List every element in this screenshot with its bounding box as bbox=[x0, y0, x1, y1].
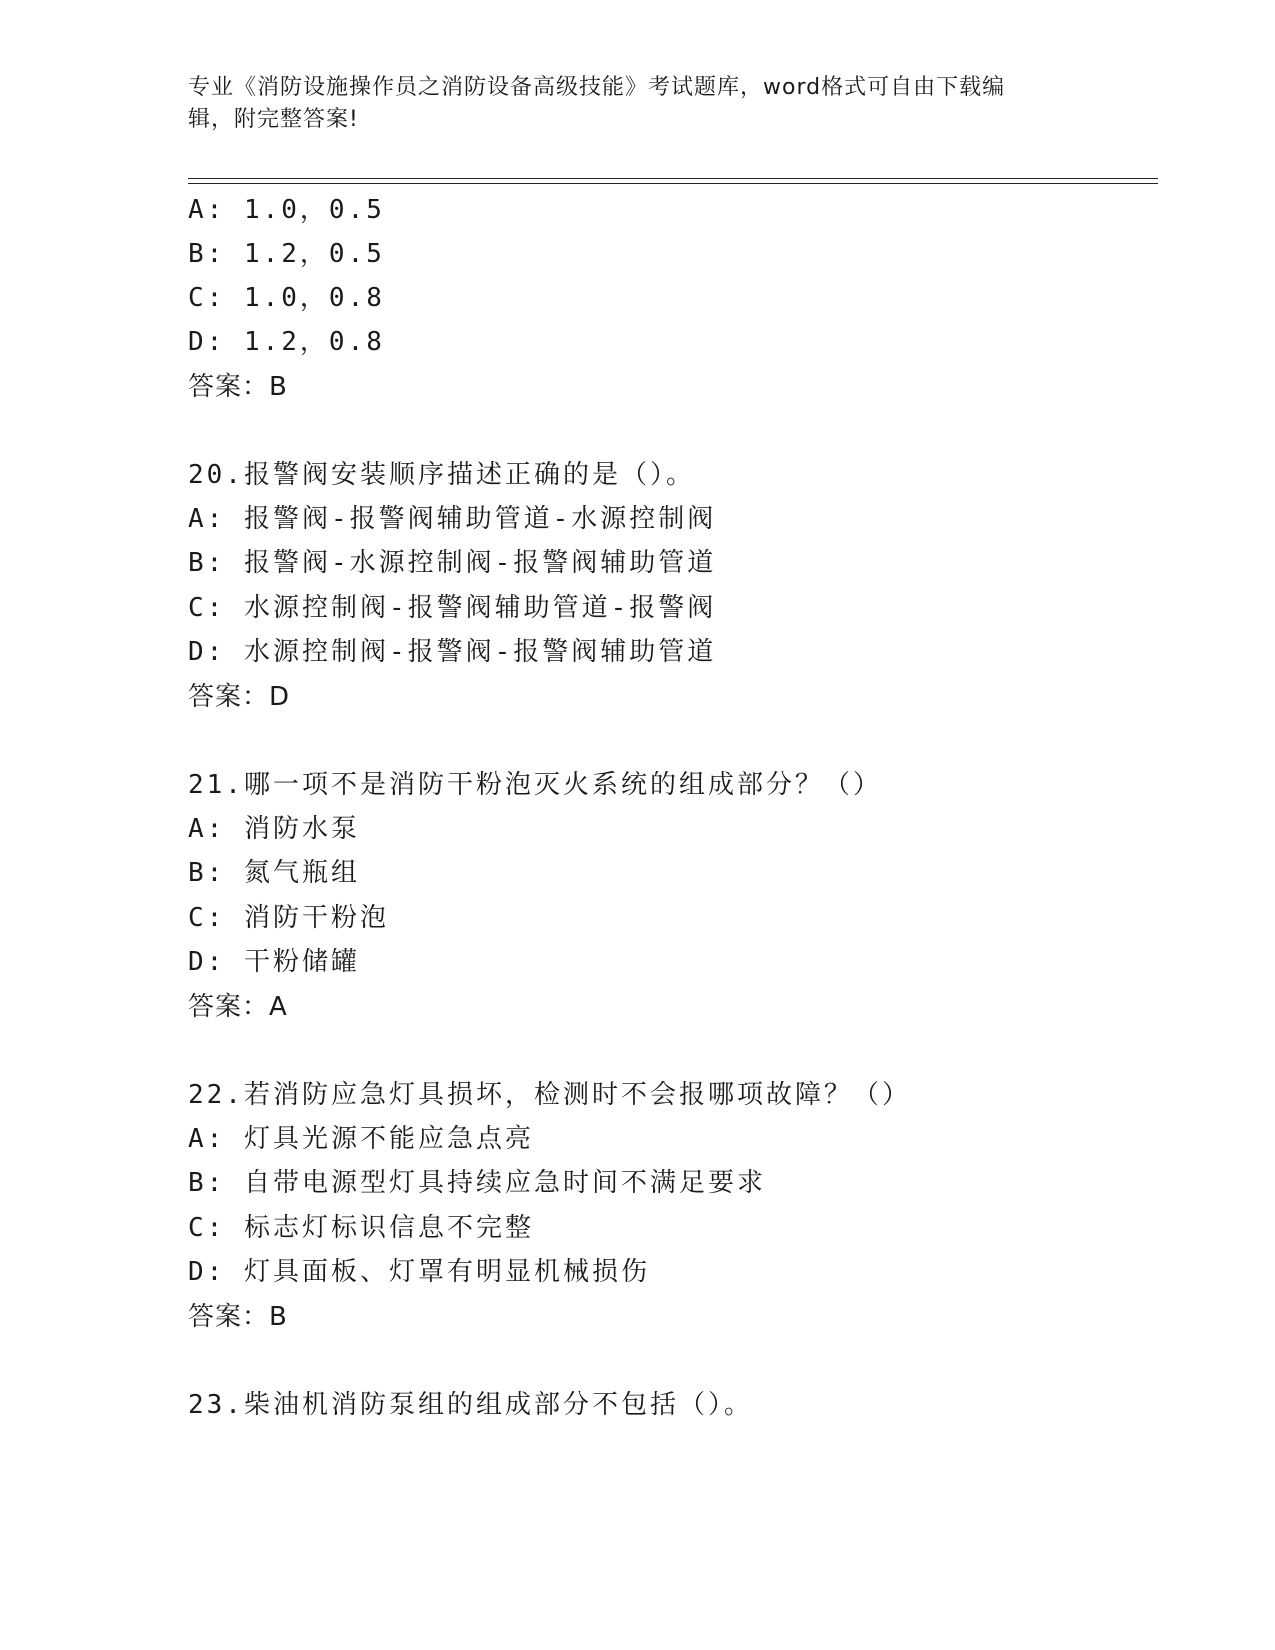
q21-option-c: C: 消防干粉泡 bbox=[188, 903, 389, 933]
question-23: 23.柴油机消防泵组的组成部分不包括（）。 bbox=[188, 1390, 753, 1420]
q20-option-a: A: 报警阀-报警阀辅助管道-水源控制阀 bbox=[188, 504, 717, 534]
q20-option-d: D: 水源控制阀-报警阀-报警阀辅助管道 bbox=[188, 637, 717, 667]
q21-option-d: D: 干粉储罐 bbox=[188, 947, 360, 977]
answer: 答案：B bbox=[188, 372, 288, 402]
q20-option-c: C: 水源控制阀-报警阀辅助管道-报警阀 bbox=[188, 593, 717, 623]
q21-option-b: B: 氮气瓶组 bbox=[188, 858, 360, 888]
q22-option-d: D: 灯具面板、灯罩有明显机械损伤 bbox=[188, 1257, 650, 1287]
option-c: C: 1.0，0.8 bbox=[188, 283, 385, 313]
question-21: 21.哪一项不是消防干粉泡灭火系统的组成部分？（） bbox=[188, 770, 882, 800]
option-d: D: 1.2，0.8 bbox=[188, 327, 385, 357]
header-rule-bottom bbox=[188, 183, 1158, 184]
header-line-2: 辑，附完整答案! bbox=[188, 107, 359, 132]
document-header bbox=[188, 72, 1088, 136]
q21-option-a: A: 消防水泵 bbox=[188, 814, 360, 844]
question-22: 22.若消防应急灯具损坏，检测时不会报哪项故障？（） bbox=[188, 1080, 911, 1110]
q20-answer: 答案：D bbox=[188, 682, 291, 712]
q20-option-b: B: 报警阀-水源控制阀-报警阀辅助管道 bbox=[188, 548, 717, 578]
q22-option-a: A: 灯具光源不能应急点亮 bbox=[188, 1124, 534, 1154]
header-line-1: 专业《消防设施操作员之消防设备高级技能》考试题库，word格式可自由下载编 bbox=[188, 75, 1006, 100]
option-a: A: 1.0，0.5 bbox=[188, 195, 385, 225]
q22-answer: 答案：B bbox=[188, 1302, 288, 1332]
q22-option-c: C: 标志灯标识信息不完整 bbox=[188, 1213, 534, 1243]
q22-option-b: B: 自带电源型灯具持续应急时间不满足要求 bbox=[188, 1168, 766, 1198]
question-20: 20.报警阀安装顺序描述正确的是（）。 bbox=[188, 460, 695, 490]
option-b: B: 1.2，0.5 bbox=[188, 239, 385, 269]
header-rule-top bbox=[188, 178, 1158, 179]
q21-answer: 答案：A bbox=[188, 992, 288, 1022]
